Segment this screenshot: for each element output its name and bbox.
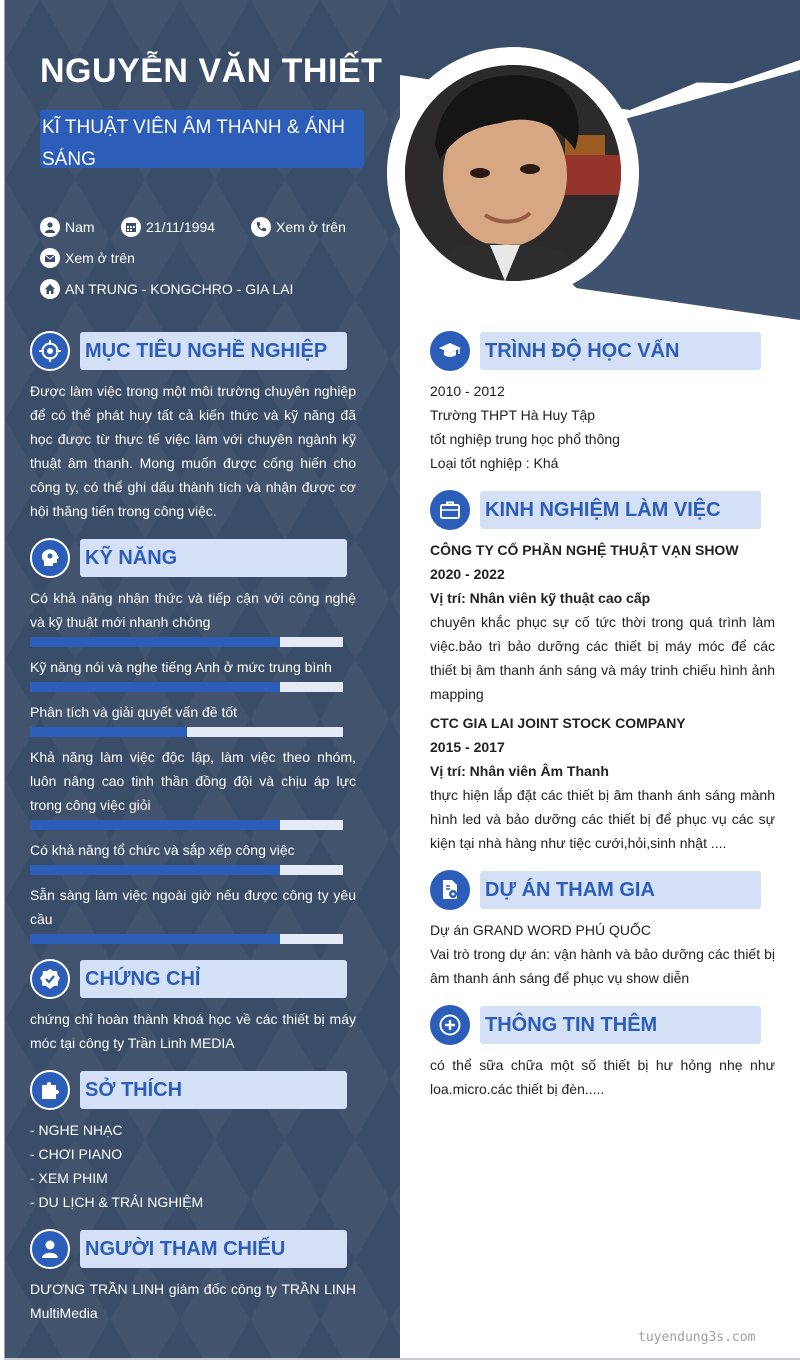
user-icon (40, 217, 60, 237)
job-description: chuyên khắc phục sự cố tức thời trong quá trình làm việc.bảo trì bảo dưỡng các thiết bị máy móc để các thiết bị âm thanh ánh sáng và máy trinh chiếu hình ảnh mapping (430, 614, 775, 702)
job-title: KĨ THUẬT VIÊN ÂM THANH & ÁNH SÁNG (40, 110, 364, 168)
certificates-title: CHỨNG CHỈ (85, 968, 201, 990)
skill-bar-fill (30, 865, 280, 875)
avatar (405, 65, 621, 281)
references-header (30, 1229, 350, 1269)
skill-bar (30, 637, 343, 647)
briefcase-icon (430, 490, 470, 530)
job-position: Vị trí: Nhân viên kỹ thuật cao cấp (430, 590, 651, 606)
email-icon (40, 248, 60, 268)
projects-title: DỰ ÁN THAM GIA (485, 879, 655, 901)
skill-label: Sẵn sàng làm việc ngoài giờ nếu được công ty yêu cầu (30, 887, 356, 927)
brain-icon (30, 538, 70, 578)
phone-icon (251, 217, 271, 237)
skill-label: Khả năng làm việc độc lập, làm việc theo nhóm, luôn nâng cao tinh thần đồng đội và chịu áp lực trong công việc giỏi (30, 749, 356, 813)
job-company: CTC GIA LAI JOINT STOCK COMPANY (430, 715, 686, 731)
additional-text: có thể sữa chữa một số thiết bị hư hỏng nhẹ như loa.micro.các thiết bị đèn..... (430, 1057, 775, 1097)
skill-bar-fill (30, 820, 280, 830)
job-period: 2020 - 2022 (430, 566, 505, 582)
graduation-cap-icon (430, 331, 470, 371)
puzzle-icon (30, 1070, 70, 1110)
skill-label: Có khả năng tổ chức và sắp xếp công việc (30, 842, 295, 858)
references-text: DƯƠNG TRẦN LINH giám đốc công ty TRẦN LINH MultiMedia (30, 1281, 356, 1321)
objective-title: MỤC TIÊU NGHỀ NGHIỆP (85, 340, 328, 362)
skill-bar-fill (30, 934, 280, 944)
skill-bar (30, 934, 343, 944)
email-value: Xem ở trên (65, 250, 135, 266)
gender-value: Nam (65, 219, 95, 235)
job-period: 2015 - 2017 (430, 739, 505, 755)
avatar-frame (387, 47, 639, 299)
address-value: AN TRUNG - KONGCHRO - GIA LAI (65, 281, 294, 297)
additional-header (430, 1005, 761, 1045)
watermark: tuyendung3s.com (638, 1330, 756, 1345)
project-name: Dự án GRAND WORD PHÚ QUỐC (430, 922, 651, 938)
skill-bar (30, 727, 343, 737)
phone-info (251, 217, 346, 237)
plus-circle-icon (430, 1005, 470, 1045)
calendar-icon (121, 217, 141, 237)
skill-bar-fill (30, 637, 280, 647)
document-gear-icon (430, 870, 470, 910)
hobbies-title: SỞ THÍCH (85, 1079, 183, 1101)
job-company: CÔNG TY CỔ PHẦN NGHỆ THUẬT VẠN SHOW (430, 542, 739, 558)
person-icon (30, 1229, 70, 1269)
hobby-item: - XEM PHIM (30, 1170, 108, 1186)
skill-bar (30, 820, 343, 830)
target-icon (30, 331, 70, 371)
skill-bar-fill (30, 727, 187, 737)
certificates-header (30, 959, 350, 999)
hobbies-header (30, 1070, 350, 1110)
objective-text: Được làm việc trong một môi trường chuyên nghiệp để có thể phát huy tất cả kiến thức và kỹ năng đã học được từ thực tế việc làm với chuyên ngành kỹ thuật âm thanh. Mong muốn được cống hiến cho công ty, có thể ghi dấu thành tích và nhận được cơ hội thăng tiến trong công việc. (30, 383, 356, 519)
hobby-item: - CHƠI PIANO (30, 1146, 123, 1162)
education-title: TRÌNH ĐỘ HỌC VẤN (485, 340, 680, 362)
certificate-badge-icon (30, 959, 70, 999)
experience-title: KINH NGHIỆM LÀM VIỆC (485, 499, 721, 521)
education-degree: tốt nghiệp trung học phổ thông (430, 431, 620, 447)
skill-label: Kỹ năng nói và nghe tiếng Anh ở mức trung bình (30, 659, 332, 675)
phone-value: Xem ở trên (276, 219, 346, 235)
email-info (40, 248, 135, 268)
skill-bar (30, 682, 343, 692)
certificates-text: chứng chỉ hoàn thành khoá học về các thiết bị máy móc tại công ty Trần Linh MEDIA (30, 1011, 356, 1051)
education-school: Trường THPT Hà Huy Tập (430, 407, 596, 423)
additional-title: THÔNG TIN THÊM (485, 1014, 658, 1036)
job-position: Vị trí: Nhân viên Âm Thanh (430, 763, 609, 779)
hobby-item: - NGHE NHẠC (30, 1122, 123, 1138)
home-icon (40, 279, 60, 299)
skill-label: Có khả năng nhận thức và tiếp cận với công nghệ và kỹ thuật mới nhanh chóng (30, 590, 356, 630)
skills-header (30, 538, 350, 578)
skill-bar (30, 865, 343, 875)
frame-left-line (4, 0, 5, 1360)
hobby-item: - DU LỊCH & TRẢI NGHIỆM (30, 1194, 204, 1210)
references-title: NGƯỜI THAM CHIẾU (85, 1238, 286, 1260)
experience-header (430, 490, 761, 530)
project-role: Vai trò trong dự án: vận hành và bảo dưỡng các thiết bị âm thanh ánh sáng để phục vụ show diễn (430, 946, 775, 986)
birthday-info (121, 217, 215, 237)
skills-title: KỸ NĂNG (85, 547, 178, 569)
birthday-value: 21/11/1994 (146, 219, 216, 235)
gender-info (40, 217, 95, 237)
projects-header (430, 870, 761, 910)
job-description: thực hiện lắp đặt các thiết bị âm thanh ánh sáng mành hình led và bảo dưỡng các thiết bị để phục vụ các sự kiện tại nhà hàng như tiệc cưới,hỏi,sinh nhật .... (430, 787, 775, 851)
candidate-name: NGUYỄN VĂN THIẾT (40, 52, 383, 90)
education-period: 2010 - 2012 (430, 383, 505, 399)
objective-header (30, 331, 350, 371)
education-header (430, 331, 761, 371)
skill-bar-fill (30, 682, 280, 692)
education-grade: Loại tốt nghiệp : Khá (430, 455, 559, 471)
address-info (40, 279, 293, 299)
skill-label: Phân tích và giải quyết vấn đề tốt (30, 704, 238, 720)
